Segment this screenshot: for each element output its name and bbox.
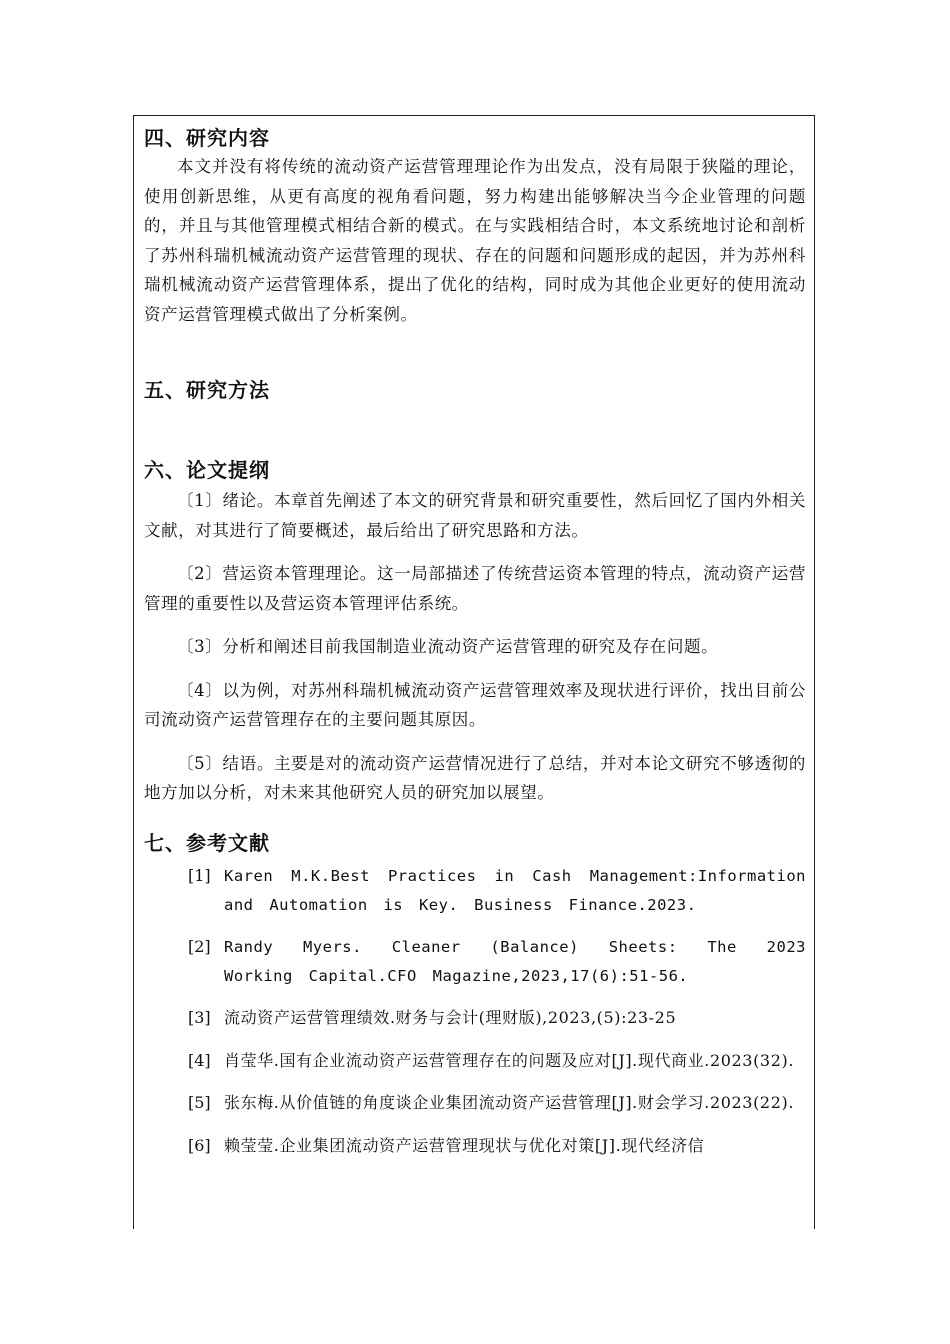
reference-text: 流动资产运营管理绩效.财务与会计(理财版),2023,(5):23-25	[224, 1008, 677, 1027]
reference-text: Karen M.K.Best Practices in Cash Management:Information and Automation is Key. Business Finance.2023.	[224, 867, 806, 914]
outline-item: 〔5〕结语。主要是对的流动资产运营情况进行了总结，并对本论文研究不够透彻的地方加以分析，对未来其他研究人员的研究加以展望。	[144, 753, 806, 802]
reference-item	[144, 1047, 806, 1076]
reference-item	[144, 1089, 806, 1118]
outline-item: 〔4〕以为例，对苏州科瑞机械流动资产运营管理效率及现状进行评价，找出目前公司流动资产运营管理存在的主要问题其原因。	[144, 680, 806, 729]
reference-text: 张东梅.从价值链的角度谈企业集团流动资产运营管理[J].财会学习.2023(22).	[224, 1093, 795, 1112]
section-heading-references: 七、参考文献	[144, 831, 270, 855]
reference-number: [1]	[188, 866, 211, 885]
reference-item	[144, 1004, 806, 1033]
reference-text: Randy Myers. Cleaner (Balance) Sheets: The 2023 Working Capital.CFO Magazine,2023,17(6):51-56.	[224, 938, 806, 985]
reference-item	[144, 862, 806, 919]
section-heading-research-method: 五、研究方法	[144, 378, 270, 402]
outline-item: 〔3〕分析和阐述目前我国制造业流动资产运营管理的研究及存在问题。	[177, 637, 719, 656]
reference-number: [2]	[188, 937, 211, 956]
reference-number: [3]	[188, 1008, 211, 1027]
section-heading-thesis-outline: 六、论文提纲	[144, 458, 270, 482]
reference-text: 赖莹莹.企业集团流动资产运营管理现状与优化对策[J].现代经济信	[224, 1135, 705, 1155]
outline-item: 〔1〕绪论。本章首先阐述了本文的研究背景和研究重要性，然后回忆了国内外相关文献，对其进行了简要概述，最后给出了研究思路和方法。	[144, 491, 806, 540]
reference-text: 肖莹华.国有企业流动资产运营管理存在的问题及应对[J].现代商业.2023(32).	[224, 1050, 795, 1070]
section-heading-research-content: 四、研究内容	[144, 126, 270, 150]
content-table-cell	[133, 115, 815, 1229]
reference-list	[144, 862, 806, 1174]
outline-list	[144, 486, 806, 822]
reference-number: [5]	[188, 1093, 211, 1112]
research-content-paragraph: 本文并没有将传统的流动资产运营管理理论作为出发点，没有局限于狭隘的理论，使用创新思维，从更有高度的视角看问题，努力构建出能够解决当今企业管理的问题的，并且与其他管理模式相结合新的模式。在与实践相结合时，本文系统地讨论和剖析了苏州科瑞机械流动资产运营管理的现状、存在的问题和问题形成的起因，并为苏州科瑞机械流动资产运营管理体系，提出了优化的结构，同时成为其他企业更好的使用流动资产运营管理模式做出了分析案例。	[144, 157, 806, 324]
reference-number: [6]	[188, 1135, 211, 1155]
outline-item: 〔2〕营运资本管理理论。这一局部描述了传统营运资本管理的特点，流动资产运营管理的重要性以及营运资本管理评估系统。	[144, 564, 806, 613]
reference-item	[144, 933, 806, 990]
reference-number: [4]	[188, 1050, 211, 1070]
reference-item	[144, 1132, 806, 1161]
